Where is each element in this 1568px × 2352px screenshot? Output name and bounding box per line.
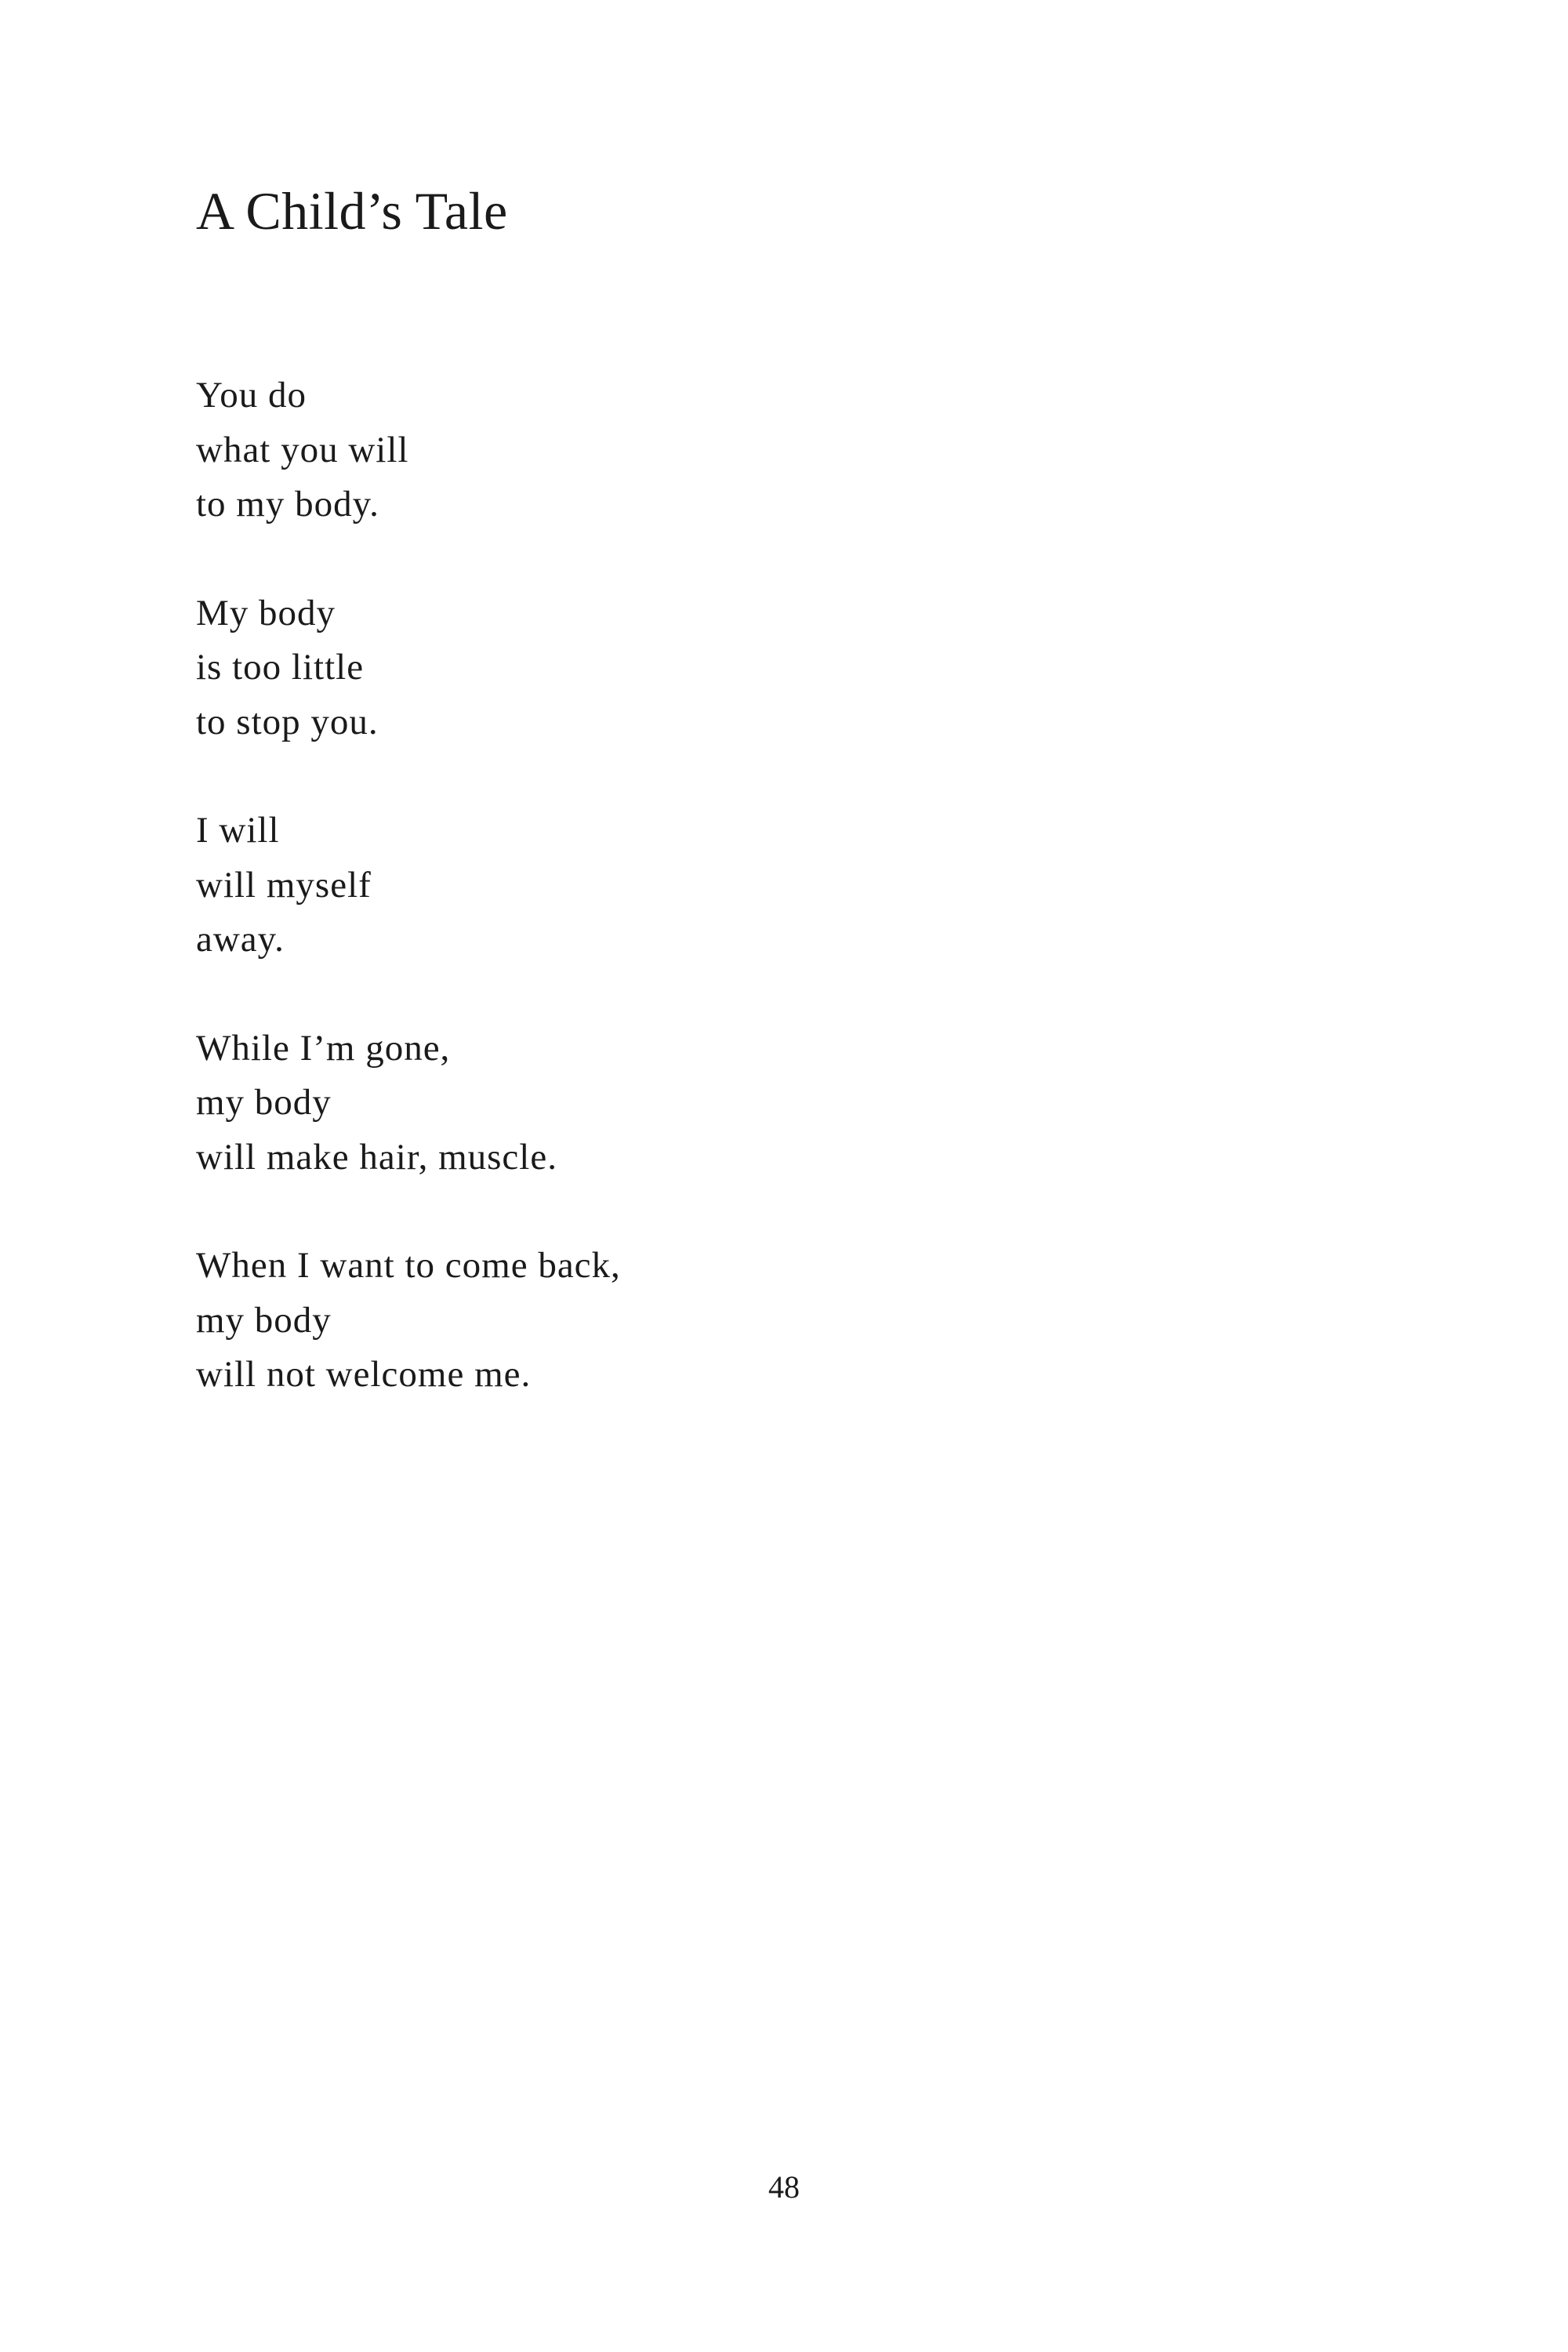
poem-line: away. <box>196 919 285 960</box>
stanza-1 <box>196 368 621 532</box>
poem-title: A Child’s Tale <box>196 181 508 241</box>
poem-line: When I want to come back, <box>196 1245 621 1286</box>
poem-line: to my body. <box>196 484 379 524</box>
poem-line: my body <box>196 1299 332 1341</box>
poem-line: My body <box>196 592 336 633</box>
poem-line: While I’m gone, <box>196 1027 451 1069</box>
page-number: 48 <box>768 2169 800 2205</box>
poem-line: will make hair, muscle. <box>196 1136 557 1178</box>
poem-body <box>196 368 621 1457</box>
stanza-2 <box>196 586 621 750</box>
poem-line: You do <box>196 375 307 416</box>
poem-line: what you will <box>196 429 409 470</box>
stanza-3 <box>196 804 621 967</box>
poem-line: my body <box>196 1082 332 1123</box>
poem-line: to stop you. <box>196 701 379 742</box>
poem-line: will myself <box>196 864 372 906</box>
poem-line: is too little <box>196 647 365 688</box>
poem-line: will not welcome me. <box>196 1354 532 1395</box>
stanza-4 <box>196 1022 621 1185</box>
poem-line: I will <box>196 810 280 851</box>
stanza-5 <box>196 1239 621 1403</box>
